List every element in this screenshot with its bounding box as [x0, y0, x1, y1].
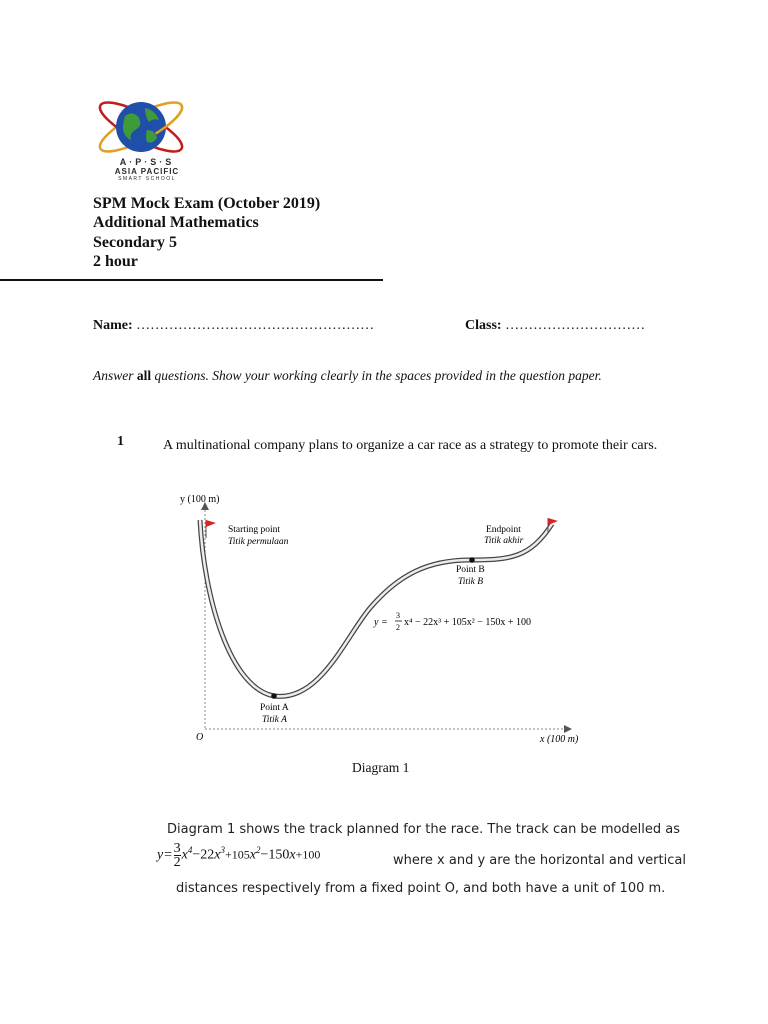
track-equation: y= $\frac{3}{2}$ $x^4-22x^3+105x^2-150x+100$	[157, 841, 321, 870]
point-b-marker	[469, 557, 475, 563]
point-a-label-ms: Titik A	[262, 715, 287, 725]
end-label: Endpoint	[486, 525, 521, 535]
logo-line-1: ASIA PACIFIC	[114, 167, 180, 176]
instructions-pre: Answer	[93, 368, 134, 383]
question-number: 1	[117, 434, 124, 449]
diagram-equation-rhs: x⁴ − 22x³ + 105x² − 150x + 100	[404, 617, 532, 628]
logo-wordmark	[97, 157, 197, 183]
point-b-label-ms: Titik B	[458, 577, 484, 587]
class-label: Class:	[465, 318, 502, 333]
question-text: A multinational company plans to organize a car race as a strategy to promote their cars.	[163, 438, 658, 453]
subject-title: Additional Mathematics	[93, 214, 259, 231]
point-a-label: Point A	[260, 703, 289, 713]
eq-t4: +100	[295, 847, 321, 862]
name-field[interactable]	[93, 318, 374, 334]
eq-t2: +105	[225, 847, 250, 862]
eq-den: 2	[173, 855, 181, 870]
diagram-equation-num: 3	[396, 611, 400, 620]
diagram-equation-lhs: y =	[374, 617, 388, 628]
logo-line-2: SMART SCHOOL	[118, 176, 176, 182]
paragraph-line-3: distances respectively from a fixed point O, and both have a unit of 100 m.	[176, 881, 666, 896]
origin-label: O	[196, 732, 204, 743]
eq-lhs: y=	[157, 847, 173, 863]
start-label-ms: Titik permulaan	[228, 537, 289, 547]
end-label-ms: Titik akhir	[484, 536, 524, 546]
instructions-bold: all	[136, 368, 152, 383]
class-field[interactable]	[465, 318, 645, 334]
diagram-equation-den: 2	[396, 623, 400, 632]
track-diagram	[170, 488, 590, 750]
level-title: Secondary 5	[93, 234, 177, 251]
x-axis-arrow	[564, 725, 572, 733]
x-axis-label: x (100 m)	[540, 734, 579, 745]
start-flag-icon	[206, 520, 216, 538]
y-axis-label: y (100 m)	[180, 494, 220, 505]
paragraph-line-2: where x and y are the horizontal and vertical	[393, 853, 686, 868]
paragraph-line-1: Diagram 1 shows the track planned for the race. The track can be modelled as	[167, 822, 681, 837]
name-label: Name:	[93, 318, 133, 333]
logo-acronym: A·P·S·S	[119, 157, 175, 167]
point-a-marker	[271, 693, 277, 699]
exam-title: SPM Mock Exam (October 2019)	[93, 195, 321, 212]
name-dots[interactable]: ……………………………………………	[136, 318, 375, 333]
eq-num: 3	[173, 841, 181, 856]
eq-t1: −22	[192, 847, 215, 863]
eq-t3: −150	[260, 847, 290, 863]
instructions	[93, 367, 653, 384]
header-divider	[0, 279, 383, 281]
eq-fraction	[174, 842, 181, 869]
point-b-label: Point B	[456, 565, 485, 575]
class-dots[interactable]: …………………………	[505, 318, 646, 333]
duration-title: 2 hour	[93, 253, 138, 270]
diagram-caption: Diagram 1	[352, 760, 410, 775]
instructions-post: questions. Show your working clearly in the spaces provided in the question paper.	[154, 368, 602, 383]
start-label: Starting point	[228, 525, 280, 535]
